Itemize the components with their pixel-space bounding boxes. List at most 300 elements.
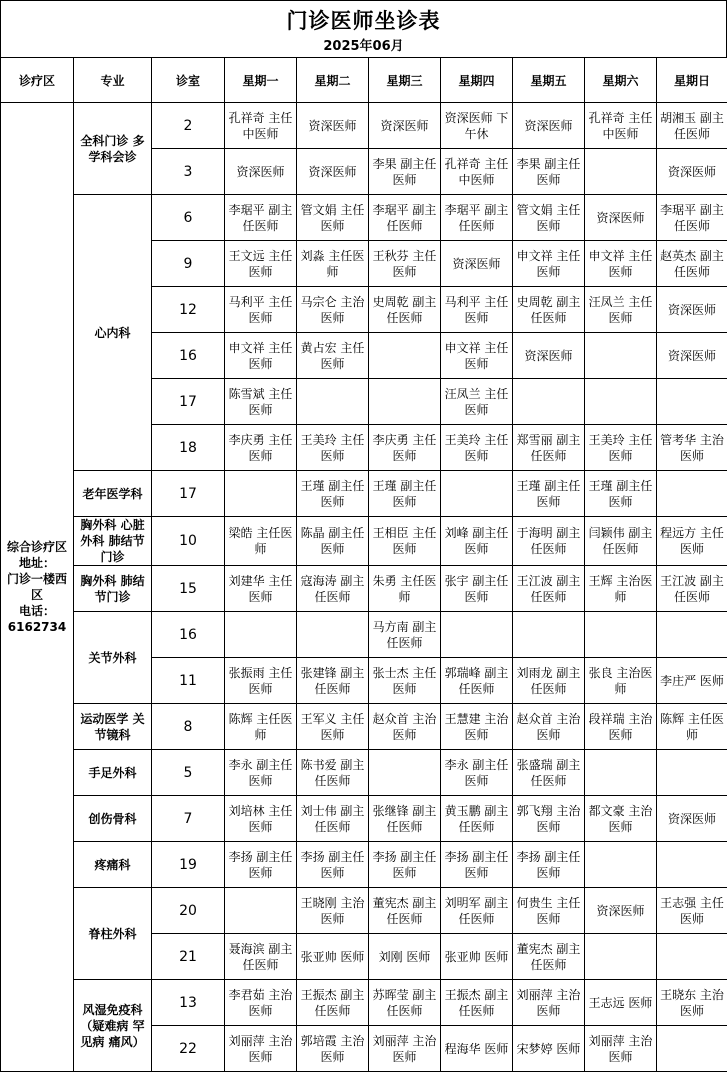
doctor-text: 李庆勇 主任医师: [369, 432, 440, 464]
doctor-text: 张继锋 副主任医师: [369, 803, 440, 835]
doctor-cell: [585, 658, 657, 704]
doctor-text: 董宪杰 副主任医师: [513, 941, 584, 973]
doctor-text: 王江波 副主任医师: [513, 573, 584, 605]
doctor-text: 管文娟 主任医师: [297, 202, 368, 234]
room-cell: 17: [152, 471, 225, 517]
doctor-cell: [657, 287, 727, 333]
doctor-cell: [513, 934, 585, 980]
table-row: [1, 750, 727, 796]
doctor-cell: [369, 980, 441, 1026]
doctor-text: 王晓刚 主治医师: [297, 895, 368, 927]
page-subtitle: 2025年06月: [0, 35, 727, 54]
room-cell: 3: [152, 149, 225, 195]
doctor-text: 李琚平 副主任医师: [225, 202, 296, 234]
doctor-cell: [441, 287, 513, 333]
table-row: [1, 796, 727, 842]
specialty-cell: [74, 888, 152, 980]
room-cell: 16: [152, 612, 225, 658]
doctor-cell: [585, 471, 657, 517]
doctor-text: 史周乾 副主任医师: [369, 294, 440, 326]
doctor-cell: [297, 750, 369, 796]
zone-phone-label: 电话：: [5, 603, 69, 619]
doctor-cell: [513, 379, 585, 425]
doctor-cell: [441, 566, 513, 612]
doctor-cell: [441, 612, 513, 658]
doctor-cell: [225, 425, 297, 471]
doctor-text: 郭飞翔 主治医师: [513, 803, 584, 835]
doctor-text: 张亚帅 医师: [297, 949, 368, 965]
doctor-text: 管考华 主治医师: [657, 432, 727, 464]
doctor-cell: [441, 333, 513, 379]
doctor-cell: [513, 425, 585, 471]
doctor-cell: [585, 842, 657, 888]
doctor-cell: [513, 796, 585, 842]
doctor-cell: [585, 517, 657, 566]
doctor-cell: [513, 842, 585, 888]
doctor-cell: [585, 195, 657, 241]
doctor-cell: [225, 287, 297, 333]
doctor-cell: [297, 980, 369, 1026]
specialty-name: 心内科: [74, 325, 151, 341]
table-row: [1, 566, 727, 612]
doctor-text: 马利平 主任医师: [225, 294, 296, 326]
specialty-cell: [74, 612, 152, 704]
room-cell: 8: [152, 704, 225, 750]
doctor-text: 王慧建 主治医师: [441, 711, 512, 743]
doctor-text: 闫颖伟 副主任医师: [585, 525, 656, 557]
doctor-cell: [585, 888, 657, 934]
doctor-text: 张建锋 副主任医师: [297, 665, 368, 697]
doctor-cell: [297, 333, 369, 379]
doctor-text: 资深医师: [657, 164, 727, 180]
doctor-cell: [513, 195, 585, 241]
doctor-text: 马宗仑 主治医师: [297, 294, 368, 326]
doctor-text: 刘丽萍 主治医师: [225, 1033, 296, 1065]
doctor-text: 刘建华 主任医师: [225, 573, 296, 605]
doctor-cell: [513, 704, 585, 750]
doctor-text: 聂海滨 副主任医师: [225, 941, 296, 973]
doctor-cell: [297, 842, 369, 888]
doctor-cell: [585, 980, 657, 1026]
column-header: 星期三: [369, 58, 441, 103]
doctor-cell: [657, 658, 727, 704]
doctor-text: 刘士伟 副主任医师: [297, 803, 368, 835]
table-row: [1, 842, 727, 888]
doctor-cell: [657, 103, 727, 149]
specialty-name: 风湿免疫科（疑难病 罕见病 痛风）: [74, 1002, 151, 1050]
doctor-text: 都文豪 主治医师: [585, 803, 656, 835]
doctor-cell: [441, 888, 513, 934]
doctor-cell: [297, 287, 369, 333]
column-header: 星期六: [585, 58, 657, 103]
doctor-text: 王美玲 主任医师: [441, 432, 512, 464]
doctor-cell: [369, 149, 441, 195]
doctor-text: 资深医师: [513, 118, 584, 134]
doctor-cell: [369, 287, 441, 333]
doctor-cell: [369, 103, 441, 149]
doctor-cell: [657, 241, 727, 287]
doctor-cell: [297, 241, 369, 287]
doctor-text: 刘丽萍 主治医师: [513, 987, 584, 1019]
doctor-cell: [369, 333, 441, 379]
doctor-cell: [225, 241, 297, 287]
room-cell: 22: [152, 1026, 225, 1072]
specialty-cell: [74, 842, 152, 888]
doctor-cell: [585, 425, 657, 471]
doctor-text: 王美玲 主任医师: [585, 432, 656, 464]
column-header: 诊疗区: [1, 58, 74, 103]
doctor-text: 王秋芬 主任医师: [369, 248, 440, 280]
doctor-cell: [657, 471, 727, 517]
doctor-cell: [585, 333, 657, 379]
specialty-cell: [74, 980, 152, 1072]
doctor-cell: [225, 888, 297, 934]
doctor-text: 资深医师: [585, 903, 656, 919]
doctor-cell: [513, 517, 585, 566]
doctor-text: 程海华 医师: [441, 1041, 512, 1057]
doctor-cell: [369, 195, 441, 241]
doctor-text: 王江波 副主任医师: [657, 573, 727, 605]
table-row: [1, 517, 727, 566]
doctor-text: 资深医师: [657, 811, 727, 827]
room-cell: 15: [152, 566, 225, 612]
doctor-cell: [513, 1026, 585, 1072]
doctor-cell: [225, 379, 297, 425]
column-header: 星期五: [513, 58, 585, 103]
doctor-cell: [441, 149, 513, 195]
doctor-cell: [369, 658, 441, 704]
doctor-text: 王晓东 主治医师: [657, 987, 727, 1019]
doctor-cell: [225, 934, 297, 980]
specialty-cell: [74, 750, 152, 796]
header-row: [1, 58, 727, 103]
doctor-text: 资深医师: [225, 164, 296, 180]
doctor-cell: [441, 425, 513, 471]
specialty-name: 运动医学 关节镜科: [74, 711, 151, 743]
doctor-cell: [369, 425, 441, 471]
doctor-cell: [369, 566, 441, 612]
doctor-text: 张亚帅 医师: [441, 949, 512, 965]
doctor-text: 汪凤兰 主任医师: [441, 386, 512, 418]
doctor-cell: [585, 287, 657, 333]
doctor-text: 刘淼 主任医师: [297, 248, 368, 280]
table-row: [1, 704, 727, 750]
specialty-cell: [74, 195, 152, 471]
doctor-text: 资深医师: [657, 348, 727, 364]
doctor-text: 资深医师: [369, 118, 440, 134]
doctor-text: 王志远 医师: [585, 995, 656, 1011]
doctor-text: 赵众首 主治医师: [513, 711, 584, 743]
doctor-text: 王志强 主任医师: [657, 895, 727, 927]
doctor-cell: [297, 658, 369, 704]
column-header: 星期日: [657, 58, 727, 103]
doctor-cell: [225, 1026, 297, 1072]
doctor-cell: [297, 888, 369, 934]
doctor-text: 陈辉 主任医师: [225, 711, 296, 743]
room-cell: 9: [152, 241, 225, 287]
zone-phone: 6162734: [5, 619, 69, 635]
doctor-cell: [585, 103, 657, 149]
specialty-name: 脊柱外科: [74, 926, 151, 942]
doctor-text: 李庆勇 主任医师: [225, 432, 296, 464]
doctor-cell: [297, 704, 369, 750]
doctor-cell: [225, 842, 297, 888]
doctor-text: 陈晶 副主任医师: [297, 525, 368, 557]
column-header: 星期一: [225, 58, 297, 103]
doctor-text: 王文远 主任医师: [225, 248, 296, 280]
doctor-text: 李永 副主任医师: [225, 757, 296, 789]
room-cell: 6: [152, 195, 225, 241]
doctor-text: 董宪杰 副主任医师: [369, 895, 440, 927]
doctor-text: 李扬 副主任医师: [513, 849, 584, 881]
zone-cell: [1, 103, 74, 1072]
doctor-cell: [513, 149, 585, 195]
table-row: [1, 471, 727, 517]
doctor-text: 陈雪斌 主任医师: [225, 386, 296, 418]
doctor-cell: [657, 842, 727, 888]
room-cell: 13: [152, 980, 225, 1026]
doctor-cell: [225, 796, 297, 842]
specialty-cell: [74, 566, 152, 612]
doctor-text: 孔祥奇 主任中医师: [585, 110, 656, 142]
specialty-name: 关节外科: [74, 650, 151, 666]
doctor-cell: [369, 934, 441, 980]
doctor-cell: [369, 241, 441, 287]
specialty-name: 手足外科: [74, 765, 151, 781]
doctor-text: 王相臣 主任医师: [369, 525, 440, 557]
doctor-text: 申文祥 主任医师: [513, 248, 584, 280]
doctor-text: 郭瑞峰 副主任医师: [441, 665, 512, 697]
doctor-cell: [585, 750, 657, 796]
doctor-text: 王瑾 副主任医师: [513, 478, 584, 510]
doctor-text: 陈书爱 副主任医师: [297, 757, 368, 789]
doctor-cell: [441, 241, 513, 287]
doctor-cell: [441, 103, 513, 149]
doctor-text: 刘峰 副主任医师: [441, 525, 512, 557]
doctor-text: 张盛瑞 副主任医师: [513, 757, 584, 789]
doctor-text: 何贵生 主任医师: [513, 895, 584, 927]
doctor-cell: [513, 888, 585, 934]
doctor-cell: [225, 980, 297, 1026]
doctor-cell: [513, 471, 585, 517]
doctor-text: 张振雨 主任医师: [225, 665, 296, 697]
doctor-cell: [225, 195, 297, 241]
doctor-text: 王瑾 副主任医师: [297, 478, 368, 510]
doctor-text: 申文祥 主任医师: [441, 340, 512, 372]
doctor-text: 管文娟 主任医师: [513, 202, 584, 234]
doctor-cell: [369, 517, 441, 566]
specialty-cell: [74, 796, 152, 842]
doctor-cell: [657, 425, 727, 471]
doctor-text: 李果 副主任医师: [369, 156, 440, 188]
doctor-cell: [369, 704, 441, 750]
doctor-cell: [657, 704, 727, 750]
doctor-text: 李扬 副主任医师: [225, 849, 296, 881]
doctor-text: 资深医师: [513, 348, 584, 364]
specialty-name: 全科门诊 多学科会诊: [74, 133, 151, 165]
room-cell: 7: [152, 796, 225, 842]
doctor-cell: [369, 612, 441, 658]
doctor-text: 王辉 主治医师: [585, 573, 656, 605]
doctor-cell: [657, 333, 727, 379]
doctor-text: 李永 副主任医师: [441, 757, 512, 789]
doctor-cell: [657, 517, 727, 566]
doctor-cell: [441, 842, 513, 888]
specialty-cell: [74, 704, 152, 750]
doctor-text: 于海明 副主任医师: [513, 525, 584, 557]
doctor-text: 王军义 主任医师: [297, 711, 368, 743]
doctor-text: 王振杰 副主任医师: [441, 987, 512, 1019]
doctor-text: 资深医师: [297, 118, 368, 134]
specialty-name: 创伤骨科: [74, 811, 151, 827]
doctor-cell: [585, 379, 657, 425]
column-header: 星期二: [297, 58, 369, 103]
doctor-cell: [657, 796, 727, 842]
doctor-cell: [369, 1026, 441, 1072]
doctor-cell: [369, 888, 441, 934]
column-header: 诊室: [152, 58, 225, 103]
doctor-text: 马利平 主任医师: [441, 294, 512, 326]
table-row: [1, 612, 727, 658]
doctor-text: 汪凤兰 主任医师: [585, 294, 656, 326]
doctor-text: 赵众首 主治医师: [369, 711, 440, 743]
doctor-text: 资深医师: [585, 210, 656, 226]
doctor-cell: [225, 704, 297, 750]
doctor-text: 段祥瑞 主治医师: [585, 711, 656, 743]
doctor-cell: [297, 1026, 369, 1072]
doctor-cell: [513, 103, 585, 149]
doctor-text: 赵英杰 副主任医师: [657, 248, 727, 280]
doctor-cell: [657, 149, 727, 195]
column-header: 星期四: [441, 58, 513, 103]
doctor-cell: [513, 241, 585, 287]
doctor-cell: [225, 149, 297, 195]
doctor-cell: [441, 980, 513, 1026]
doctor-cell: [513, 333, 585, 379]
doctor-cell: [585, 149, 657, 195]
doctor-cell: [225, 471, 297, 517]
doctor-cell: [369, 796, 441, 842]
doctor-text: 申文祥 主任医师: [225, 340, 296, 372]
doctor-text: 苏晖莹 副主任医师: [369, 987, 440, 1019]
doctor-cell: [225, 750, 297, 796]
doctor-cell: [585, 612, 657, 658]
room-cell: 10: [152, 517, 225, 566]
doctor-text: 孔祥奇 主任中医师: [441, 156, 512, 188]
specialty-cell: [74, 517, 152, 566]
doctor-text: 张士杰 主任医师: [369, 665, 440, 697]
doctor-cell: [297, 566, 369, 612]
doctor-cell: [657, 195, 727, 241]
doctor-text: 资深医师: [657, 302, 727, 318]
doctor-cell: [297, 425, 369, 471]
doctor-text: 黄玉鹏 副主任医师: [441, 803, 512, 835]
doctor-cell: [225, 658, 297, 704]
room-cell: 2: [152, 103, 225, 149]
doctor-cell: [369, 750, 441, 796]
doctor-cell: [513, 980, 585, 1026]
doctor-cell: [225, 612, 297, 658]
doctor-text: 刘雨龙 副主任医师: [513, 665, 584, 697]
doctor-text: 资深医师: [297, 164, 368, 180]
doctor-cell: [297, 517, 369, 566]
doctor-cell: [297, 471, 369, 517]
doctor-cell: [441, 471, 513, 517]
doctor-cell: [225, 566, 297, 612]
schedule-table: [0, 57, 727, 1072]
doctor-text: 宋梦婷 医师: [513, 1041, 584, 1057]
doctor-cell: [585, 1026, 657, 1072]
room-cell: 18: [152, 425, 225, 471]
doctor-cell: [657, 379, 727, 425]
doctor-cell: [441, 658, 513, 704]
doctor-cell: [441, 704, 513, 750]
page-title: 门诊医师坐诊表: [0, 5, 727, 35]
room-cell: 19: [152, 842, 225, 888]
doctor-cell: [441, 1026, 513, 1072]
doctor-text: 李琚平 副主任医师: [657, 202, 727, 234]
room-cell: 11: [152, 658, 225, 704]
doctor-cell: [369, 379, 441, 425]
doctor-cell: [657, 888, 727, 934]
doctor-text: 刘丽萍 主治医师: [369, 1033, 440, 1065]
doctor-cell: [657, 934, 727, 980]
zone-name: 综合诊疗区: [5, 539, 69, 555]
doctor-text: 王美玲 主任医师: [297, 432, 368, 464]
doctor-cell: [585, 704, 657, 750]
doctor-cell: [585, 241, 657, 287]
doctor-text: 郑雪丽 副主任医师: [513, 432, 584, 464]
zone-address: 门诊一楼西区: [5, 571, 69, 603]
doctor-text: 黄占宏 主任医师: [297, 340, 368, 372]
doctor-cell: [585, 796, 657, 842]
doctor-cell: [513, 566, 585, 612]
doctor-text: 刘明军 副主任医师: [441, 895, 512, 927]
doctor-text: 王瑾 副主任医师: [585, 478, 656, 510]
doctor-cell: [513, 658, 585, 704]
doctor-cell: [297, 195, 369, 241]
table-row: [1, 980, 727, 1026]
doctor-text: 李扬 副主任医师: [441, 849, 512, 881]
doctor-text: 朱勇 主任医师: [369, 573, 440, 605]
room-cell: 5: [152, 750, 225, 796]
doctor-text: 李君茹 主治医师: [225, 987, 296, 1019]
doctor-text: 寇海涛 副主任医师: [297, 573, 368, 605]
doctor-cell: [657, 1026, 727, 1072]
table-row: [1, 888, 727, 934]
doctor-text: 李琚平 副主任医师: [369, 202, 440, 234]
doctor-cell: [441, 934, 513, 980]
doctor-cell: [297, 379, 369, 425]
doctor-text: 张宇 副主任医师: [441, 573, 512, 605]
specialty-cell: [74, 471, 152, 517]
doctor-cell: [225, 103, 297, 149]
doctor-text: 李琚平 副主任医师: [441, 202, 512, 234]
doctor-cell: [513, 287, 585, 333]
room-cell: 16: [152, 333, 225, 379]
doctor-text: 孔祥奇 主任中医师: [225, 110, 296, 142]
doctor-text: 资深医师 下午休: [441, 110, 512, 142]
doctor-cell: [225, 517, 297, 566]
doctor-text: 李扬 副主任医师: [297, 849, 368, 881]
room-cell: 17: [152, 379, 225, 425]
doctor-cell: [441, 796, 513, 842]
doctor-text: 申文祥 主任医师: [585, 248, 656, 280]
doctor-text: 刘丽萍 主治医师: [585, 1033, 656, 1065]
specialty-cell: [74, 103, 152, 195]
doctor-text: 刘培林 主任医师: [225, 803, 296, 835]
doctor-cell: [585, 566, 657, 612]
